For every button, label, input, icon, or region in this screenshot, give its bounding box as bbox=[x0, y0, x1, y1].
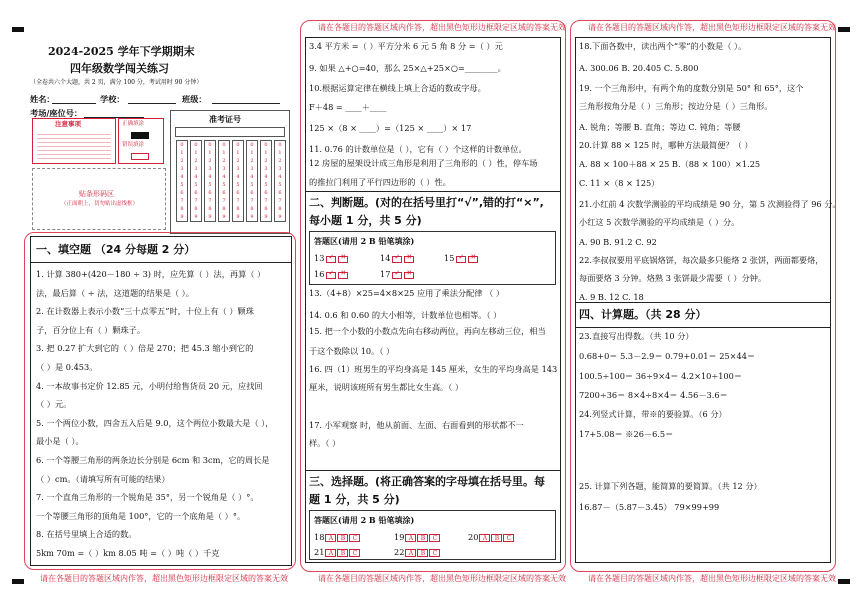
ticket-digit-bubble[interactable]: 7 bbox=[180, 198, 184, 204]
question-number: 13 bbox=[314, 253, 325, 263]
choice-bubble[interactable]: B bbox=[491, 534, 502, 542]
ticket-digit-bubble[interactable]: 8 bbox=[264, 206, 268, 212]
ticket-digit-bubble[interactable]: 9 bbox=[236, 214, 240, 220]
tick-bubble[interactable] bbox=[456, 256, 466, 263]
judge-bubble-row[interactable] bbox=[444, 254, 478, 263]
ticket-digit-bubble[interactable]: 6 bbox=[250, 190, 254, 196]
question-line: 于这个数除以 10。（ ） bbox=[309, 346, 395, 356]
question-line: 厘米，说明该班所有男生都比女生高。（ ） bbox=[309, 382, 464, 392]
corner-mark bbox=[838, 27, 850, 32]
choice-bubble[interactable]: A bbox=[325, 534, 336, 542]
class-label: 班级： bbox=[182, 94, 207, 104]
ticket-digit-bubble[interactable]: 9 bbox=[278, 214, 282, 220]
ticket-digit-bubble[interactable]: 6 bbox=[222, 190, 226, 196]
ticket-digit-bubble[interactable]: 0 bbox=[264, 142, 268, 148]
section4-divider bbox=[575, 327, 831, 328]
choice-bubble[interactable]: C bbox=[349, 534, 360, 542]
ticket-digit-bubble[interactable]: 5 bbox=[194, 182, 198, 188]
ticket-write-row bbox=[175, 127, 285, 137]
choice-bubble[interactable]: C bbox=[429, 534, 440, 542]
ticket-digit-bubble[interactable]: 6 bbox=[208, 190, 212, 196]
ticket-digit-bubble[interactable]: 4 bbox=[250, 174, 254, 180]
school-label: 学校： bbox=[100, 94, 125, 104]
ticket-digit-bubble[interactable]: 0 bbox=[194, 142, 198, 148]
ticket-digit-bubble[interactable]: 1 bbox=[194, 150, 198, 156]
question-line: A. 锐角；等腰 B. 直角；等边 C. 钝角；等腰 bbox=[579, 122, 741, 132]
question-line: 12 房屋的屋架设计成三角形是利用了三角形的（ ）性，停车场 bbox=[309, 158, 538, 168]
ticket-digit-bubble[interactable]: 9 bbox=[264, 214, 268, 220]
question-line: A. 90 B. 91.2 C. 92 bbox=[579, 237, 657, 247]
question-number: 22 bbox=[394, 547, 405, 557]
ticket-digit-bubble[interactable]: 4 bbox=[208, 174, 212, 180]
name-label: 姓名： bbox=[30, 94, 55, 104]
corner-mark bbox=[12, 579, 24, 584]
corner-mark bbox=[838, 579, 850, 584]
ticket-digit-bubble[interactable]: 4 bbox=[222, 174, 226, 180]
ticket-digit-bubble[interactable]: 1 bbox=[222, 150, 226, 156]
ticket-digit-bubble[interactable]: 6 bbox=[236, 190, 240, 196]
ticket-digit-bubble[interactable]: 7 bbox=[194, 198, 198, 204]
ticket-digit-bubble[interactable]: 8 bbox=[208, 206, 212, 212]
calc-line: 0.68+0＝ 5.3－2.9＝ 0.79+0.01＝ 25×44＝ bbox=[579, 351, 756, 361]
choice-answer-area bbox=[309, 510, 556, 560]
ticket-digit-bubble[interactable]: 5 bbox=[278, 182, 282, 188]
barcode-label: 贴条形码区 bbox=[79, 190, 114, 198]
ticket-digit-bubble[interactable]: 0 bbox=[208, 142, 212, 148]
ticket-digit-bubble[interactable]: 7 bbox=[250, 198, 254, 204]
ticket-digit-bubble[interactable]: 6 bbox=[194, 190, 198, 196]
ticket-digit-bubble[interactable]: 9 bbox=[194, 214, 198, 220]
choice-bubble[interactable]: A bbox=[405, 534, 416, 542]
cross-bubble[interactable] bbox=[404, 272, 414, 279]
ticket-digit-bubble[interactable]: 9 bbox=[208, 214, 212, 220]
question-line: 子，百分位上有（ ）颗珠子。 bbox=[36, 324, 146, 335]
ticket-digit-bubble[interactable]: 9 bbox=[180, 214, 184, 220]
name-line bbox=[52, 103, 96, 104]
exam-title: 四年级数学闯关练习 bbox=[70, 62, 169, 75]
ticket-digit-bubble[interactable]: 1 bbox=[208, 150, 212, 156]
year-title: 2024-2025 学年下学期期末 bbox=[48, 45, 195, 58]
ticket-digit-bubble[interactable]: 0 bbox=[180, 142, 184, 148]
ticket-digit-bubble[interactable]: 0 bbox=[250, 142, 254, 148]
class-line bbox=[212, 103, 280, 104]
question-line: （ ）是 0.453。 bbox=[36, 362, 98, 372]
ticket-digit-bubble[interactable]: 5 bbox=[264, 182, 268, 188]
ticket-digit-bubble[interactable]: 8 bbox=[236, 206, 240, 212]
ticket-digit-bubble[interactable]: 8 bbox=[180, 206, 184, 212]
ticket-digit-bubble[interactable]: 8 bbox=[250, 206, 254, 212]
choice-bubble-row[interactable] bbox=[314, 548, 360, 557]
warning-bottom: 请在各题目的答题区域内作答，超出黑色矩形边框限定区域的答案无效 bbox=[588, 574, 836, 583]
answer-area-label: 答题区(请用 2 B 铅笔填涂) bbox=[314, 236, 415, 246]
ticket-digit-column[interactable] bbox=[232, 140, 244, 222]
ticket-digit-column[interactable] bbox=[176, 140, 188, 222]
ticket-digit-bubble[interactable]: 3 bbox=[222, 166, 226, 172]
question-line: 的推拉门利用了平行四边形的（ ）性。 bbox=[309, 177, 451, 187]
choice-bubble[interactable]: C bbox=[503, 534, 514, 542]
choice-bubble[interactable]: A bbox=[325, 549, 336, 557]
seat-label: 考场/座位号： bbox=[30, 108, 83, 118]
question-line: 5. 一个两位小数，四舍五入后是 9.0，这个两位小数最大是（ ）， bbox=[36, 417, 274, 428]
ticket-label: 准考证号 bbox=[209, 114, 241, 124]
ticket-digit-bubble[interactable]: 2 bbox=[264, 158, 268, 164]
question-line: 9. 如果 △+○=40，那么 25×△+25×○=________。 bbox=[309, 63, 506, 73]
question-number: 18 bbox=[314, 532, 325, 542]
notice-title: 注意事项 bbox=[55, 120, 81, 128]
question-line: A. 300.06 B. 20.405 C. 5.800 bbox=[579, 63, 699, 73]
ticket-digit-bubble[interactable]: 2 bbox=[180, 158, 184, 164]
question-line: 8. 在括号里填上合适的数。 bbox=[36, 529, 137, 540]
calc-line: 100.5÷100＝ 36÷9×4＝ 4.2×10÷100＝ bbox=[579, 371, 743, 381]
ticket-digit-column[interactable] bbox=[260, 140, 272, 222]
question-line: 20.计算 88 × 125 时，哪种方法最简便？（ ） bbox=[579, 140, 753, 150]
question-line: 样。（ ） bbox=[309, 438, 341, 448]
ticket-digit-column[interactable] bbox=[218, 140, 230, 222]
ticket-digit-bubble[interactable]: 4 bbox=[180, 174, 184, 180]
question-line: 4. 一本故事书定价 12.85 元，小明付给售货员 20 元，应找回 bbox=[36, 380, 263, 391]
choice-bubble[interactable]: B bbox=[337, 549, 348, 557]
question-line: 14. 0.6 和 0.60 的大小相等，计数单位也相等。（ ） bbox=[309, 310, 502, 320]
calc-line: 17+5.08＝ ※26－6.5＝ bbox=[579, 429, 674, 439]
wrong-sample-label: 错误填涂 bbox=[122, 142, 145, 148]
ticket-digit-bubble[interactable]: 0 bbox=[278, 142, 282, 148]
barcode-area bbox=[32, 168, 166, 230]
wrong-mark bbox=[131, 153, 149, 160]
ticket-digit-bubble[interactable]: 4 bbox=[278, 174, 282, 180]
ticket-digit-bubble[interactable]: 3 bbox=[236, 166, 240, 172]
question-line: 21.小红前 4 次数学测验的平均成绩是 90 分，第 5 次测验得了 96 分。 bbox=[579, 199, 841, 209]
ticket-digit-bubble[interactable]: 0 bbox=[236, 142, 240, 148]
ticket-digit-column[interactable] bbox=[274, 140, 286, 222]
section1-title: 一、填空题 （24 分每题 2 分） bbox=[36, 243, 196, 256]
section3-top-divider bbox=[305, 470, 561, 471]
question-line: A. 88 × 100＋88 × 25 B.（88 × 100）×1.25 bbox=[579, 159, 761, 169]
ticket-digit-bubble[interactable]: 3 bbox=[264, 166, 268, 172]
fill-sample-label: 正确填涂 bbox=[122, 121, 145, 127]
question-line: 三角形按角分是（ ）三角形；按边分是（ ）三角形。 bbox=[579, 101, 773, 111]
ticket-digit-bubble[interactable]: 4 bbox=[236, 174, 240, 180]
ticket-digit-bubble[interactable]: 1 bbox=[236, 150, 240, 156]
choice-bubble[interactable]: C bbox=[429, 549, 440, 557]
question-line: 18.下面各数中，读出两个“零”的小数是（ ）。 bbox=[579, 41, 747, 51]
cross-bubble[interactable] bbox=[468, 256, 478, 263]
question-line: 6. 一个等腰三角形的两条边长分别是 6cm 和 3cm，它的周长是 bbox=[36, 455, 270, 465]
calc-line: 7200÷36＝ 8×4÷8×4＝ 4.56－3.6＝ bbox=[579, 390, 728, 400]
question-line: C. 11 ×（8 × 125） bbox=[579, 178, 660, 188]
question-number: 14 bbox=[380, 253, 391, 263]
choice-bubble-row[interactable] bbox=[394, 548, 440, 557]
ticket-digit-bubble[interactable]: 6 bbox=[278, 190, 282, 196]
ticket-digit-bubble[interactable]: 7 bbox=[236, 198, 240, 204]
ticket-digit-bubble[interactable]: 1 bbox=[278, 150, 282, 156]
warning-top: 请在各题目的答题区域内作答，超出黑色矩形边框限定区域的答案无效 bbox=[588, 23, 836, 32]
choice-bubble[interactable]: B bbox=[417, 549, 428, 557]
ticket-digit-bubble[interactable]: 8 bbox=[278, 206, 282, 212]
question-line: 19. 一个三角形中，有两个角的度数分别是 50° 和 65°，这个 bbox=[579, 83, 804, 93]
ticket-digit-bubble[interactable]: 1 bbox=[180, 150, 184, 156]
question-line: 法，最后算（ ÷ 法，这道题的结果是（ ）。 bbox=[36, 287, 194, 298]
ticket-digit-bubble[interactable]: 6 bbox=[180, 190, 184, 196]
ticket-digit-bubble[interactable]: 2 bbox=[222, 158, 226, 164]
ticket-digit-bubble[interactable]: 5 bbox=[222, 182, 226, 188]
ticket-digit-bubble[interactable]: 1 bbox=[250, 150, 254, 156]
judge-bubble-row[interactable] bbox=[380, 254, 414, 263]
question-number: 17 bbox=[380, 269, 391, 279]
ticket-digit-bubble[interactable]: 9 bbox=[222, 214, 226, 220]
ticket-digit-bubble[interactable]: 2 bbox=[250, 158, 254, 164]
ticket-digit-bubble[interactable]: 5 bbox=[250, 182, 254, 188]
question-line: 每面要烙 3 分钟。烙熟 3 张饼最少需要（ ）分钟。 bbox=[579, 273, 767, 283]
barcode-note: （正面朝上，切勿贴出虚线框） bbox=[61, 201, 139, 207]
ticket-digit-bubble[interactable]: 2 bbox=[208, 158, 212, 164]
section2-title-2: 每小题 1 分，共 5 分) bbox=[309, 214, 422, 227]
choice-bubble[interactable]: C bbox=[349, 549, 360, 557]
question-line: 小红这 5 次数学测验的平均成绩是（ ）分。 bbox=[579, 217, 740, 227]
calc-line: 25. 计算下列各题，能简算的要简算。（共 12 分） bbox=[579, 481, 762, 491]
ticket-digit-bubble[interactable]: 3 bbox=[194, 166, 198, 172]
ticket-digit-bubble[interactable]: 4 bbox=[264, 174, 268, 180]
question-line: 3. 把 0.27 扩大到它的（ ）倍是 270；把 45.3 缩小到它的 bbox=[36, 343, 254, 354]
ticket-digit-bubble[interactable]: 7 bbox=[264, 198, 268, 204]
filled-mark bbox=[131, 132, 149, 139]
ticket-digit-bubble[interactable]: 4 bbox=[194, 174, 198, 180]
choice-bubble[interactable]: A bbox=[479, 534, 490, 542]
ticket-digit-bubble[interactable]: 3 bbox=[208, 166, 212, 172]
section1-divider bbox=[30, 262, 292, 263]
ticket-digit-bubble[interactable]: 7 bbox=[222, 198, 226, 204]
section2-top-divider bbox=[305, 191, 561, 192]
ticket-digit-bubble[interactable]: 2 bbox=[194, 158, 198, 164]
judge-answer-area bbox=[309, 231, 556, 285]
choice-bubble-row[interactable] bbox=[314, 533, 360, 542]
section3-title: 三、选择题。(将正确答案的字母填在括号里。每 bbox=[309, 475, 546, 488]
question-line: 一个等腰三角形的顶角是 100°，它的一个底角是（ ）°。 bbox=[36, 510, 246, 521]
question-number: 19 bbox=[394, 532, 405, 542]
notice-box bbox=[32, 118, 116, 164]
warning-bottom: 请在各题目的答题区域内作答，超出黑色矩形边框限定区域的答案无效 bbox=[40, 574, 288, 583]
question-number: 15 bbox=[444, 253, 455, 263]
choice-bubble[interactable]: B bbox=[337, 534, 348, 542]
notice-text bbox=[37, 131, 111, 161]
ticket-digit-bubble[interactable]: 1 bbox=[264, 150, 268, 156]
ticket-digit-bubble[interactable]: 3 bbox=[278, 166, 282, 172]
section4-title: 四、计算题。（共 28 分） bbox=[579, 308, 707, 321]
question-line: 13.（4+8）×25=4×8×25 应用了乘法分配律 （ ） bbox=[309, 288, 505, 298]
question-line: 17. 小军观察 时，他从前面、左面、右面看到的形状都不一 bbox=[309, 420, 524, 430]
judge-bubble-row[interactable] bbox=[314, 270, 348, 279]
section4-top-divider bbox=[575, 302, 831, 303]
tick-bubble[interactable] bbox=[392, 272, 402, 279]
question-number: 21 bbox=[314, 547, 325, 557]
warning-top: 请在各题目的答题区域内作答，超出黑色矩形边框限定区域的答案无效 bbox=[318, 23, 566, 32]
ticket-digit-bubble[interactable]: 5 bbox=[208, 182, 212, 188]
question-line: 10.根据运算定律在横线上填上合适的数或字母。 bbox=[309, 83, 486, 93]
warning-bottom: 请在各题目的答题区域内作答，超出黑色矩形边框限定区域的答案无效 bbox=[318, 574, 566, 583]
ticket-digit-bubble[interactable]: 5 bbox=[236, 182, 240, 188]
tick-bubble[interactable] bbox=[326, 256, 336, 263]
answer-area-label: 答题区(请用 2 B 铅笔填涂) bbox=[314, 515, 415, 525]
question-line: 7. 一个直角三角形的一个锐角是 35°，另一个锐角是（ ）°。 bbox=[36, 492, 259, 503]
question-line: A. 9 B. 12 C. 18 bbox=[579, 292, 644, 302]
ticket-digit-bubble[interactable]: 2 bbox=[236, 158, 240, 164]
tick-bubble[interactable] bbox=[392, 256, 402, 263]
cross-bubble[interactable] bbox=[338, 256, 348, 263]
question-line: 15. 把一个小数的小数点先向右移动两位，再向左移动三位，相当 bbox=[309, 326, 546, 336]
question-line: 125 ×（8 × ____）=（125 × ____）× 17 bbox=[309, 123, 472, 133]
judge-bubble-row[interactable] bbox=[314, 254, 348, 263]
question-line: 22.李叔叔要用平底锅烙饼，每次最多只能烙 2 张饼，两面都要烙， bbox=[579, 255, 824, 265]
ticket-number-grid bbox=[170, 110, 290, 234]
question-line: 2. 在计数器上表示小数“三十点零五”时，十位上有（ ）颗珠 bbox=[36, 306, 254, 317]
question-number: 20 bbox=[468, 532, 479, 542]
exam-note: （全卷共六个大题，共 2 页，满分 100 分，考试用时 90 分钟） bbox=[30, 79, 203, 86]
question-line: 最小是（ ）。 bbox=[36, 436, 84, 447]
ticket-digit-column[interactable] bbox=[190, 140, 202, 222]
section3-title-2: 题 1 分，共 5 分) bbox=[309, 493, 400, 506]
question-line: F＋48 = ____＋____ bbox=[309, 102, 387, 112]
choice-bubble[interactable]: B bbox=[417, 534, 428, 542]
ticket-digit-bubble[interactable]: 5 bbox=[180, 182, 184, 188]
tick-bubble[interactable] bbox=[326, 272, 336, 279]
cross-bubble[interactable] bbox=[404, 256, 414, 263]
question-number: 16 bbox=[314, 269, 325, 279]
fill-sample-box bbox=[118, 118, 164, 164]
choice-bubble-row[interactable] bbox=[468, 533, 514, 542]
judge-bubble-row[interactable] bbox=[380, 270, 414, 279]
ticket-digit-column[interactable] bbox=[204, 140, 216, 222]
ticket-digit-bubble[interactable]: 0 bbox=[222, 142, 226, 148]
calc-line: 16.87－（5.87－3.45） 79×99+99 bbox=[579, 502, 720, 512]
cross-bubble[interactable] bbox=[338, 272, 348, 279]
ticket-digit-bubble[interactable]: 9 bbox=[250, 214, 254, 220]
ticket-digit-bubble[interactable]: 2 bbox=[278, 158, 282, 164]
ticket-digit-bubble[interactable]: 7 bbox=[208, 198, 212, 204]
ticket-digit-column[interactable] bbox=[246, 140, 258, 222]
question-line: 5km 70m =（ ）km 8.05 吨 =（ ）吨（ ）千克 bbox=[36, 548, 220, 558]
ticket-digit-bubble[interactable]: 6 bbox=[264, 190, 268, 196]
question-line: （ ）cm。（请填写所有可能的结果） bbox=[36, 473, 170, 484]
choice-bubble[interactable]: A bbox=[405, 549, 416, 557]
ticket-digit-bubble[interactable]: 3 bbox=[250, 166, 254, 172]
question-line: 1. 计算 380+(420－180 ÷ 3) 时，应先算（ ）法，再算（ ） bbox=[36, 269, 266, 279]
corner-mark bbox=[12, 27, 24, 32]
choice-bubble-row[interactable] bbox=[394, 533, 440, 542]
ticket-digit-bubble[interactable]: 7 bbox=[278, 198, 282, 204]
question-line: 3.4 平方米 =（ ）平方分米 6 元 5 角 8 分 =（ ）元 bbox=[309, 41, 503, 51]
calc-line: 24.列竖式计算，带※的要验算。（6 分） bbox=[579, 409, 727, 419]
ticket-digit-bubble[interactable]: 8 bbox=[194, 206, 198, 212]
ticket-digit-bubble[interactable]: 8 bbox=[222, 206, 226, 212]
ticket-digit-bubble[interactable]: 3 bbox=[180, 166, 184, 172]
calc-line: 23.直接写出得数。（共 10 分） bbox=[579, 331, 694, 341]
school-line bbox=[128, 103, 176, 104]
section2-title: 二、判断题。(对的在括号里打“√”,错的打“×”, bbox=[309, 196, 544, 209]
question-line: 16. 四（1）班男生的平均身高是 145 厘米，女生的平均身高是 143 bbox=[309, 364, 558, 374]
question-line: 11. 0.76 的计数单位是（ ），它有（ ）个这样的计数单位。 bbox=[309, 144, 527, 154]
question-line: （ ）元。 bbox=[36, 399, 72, 410]
